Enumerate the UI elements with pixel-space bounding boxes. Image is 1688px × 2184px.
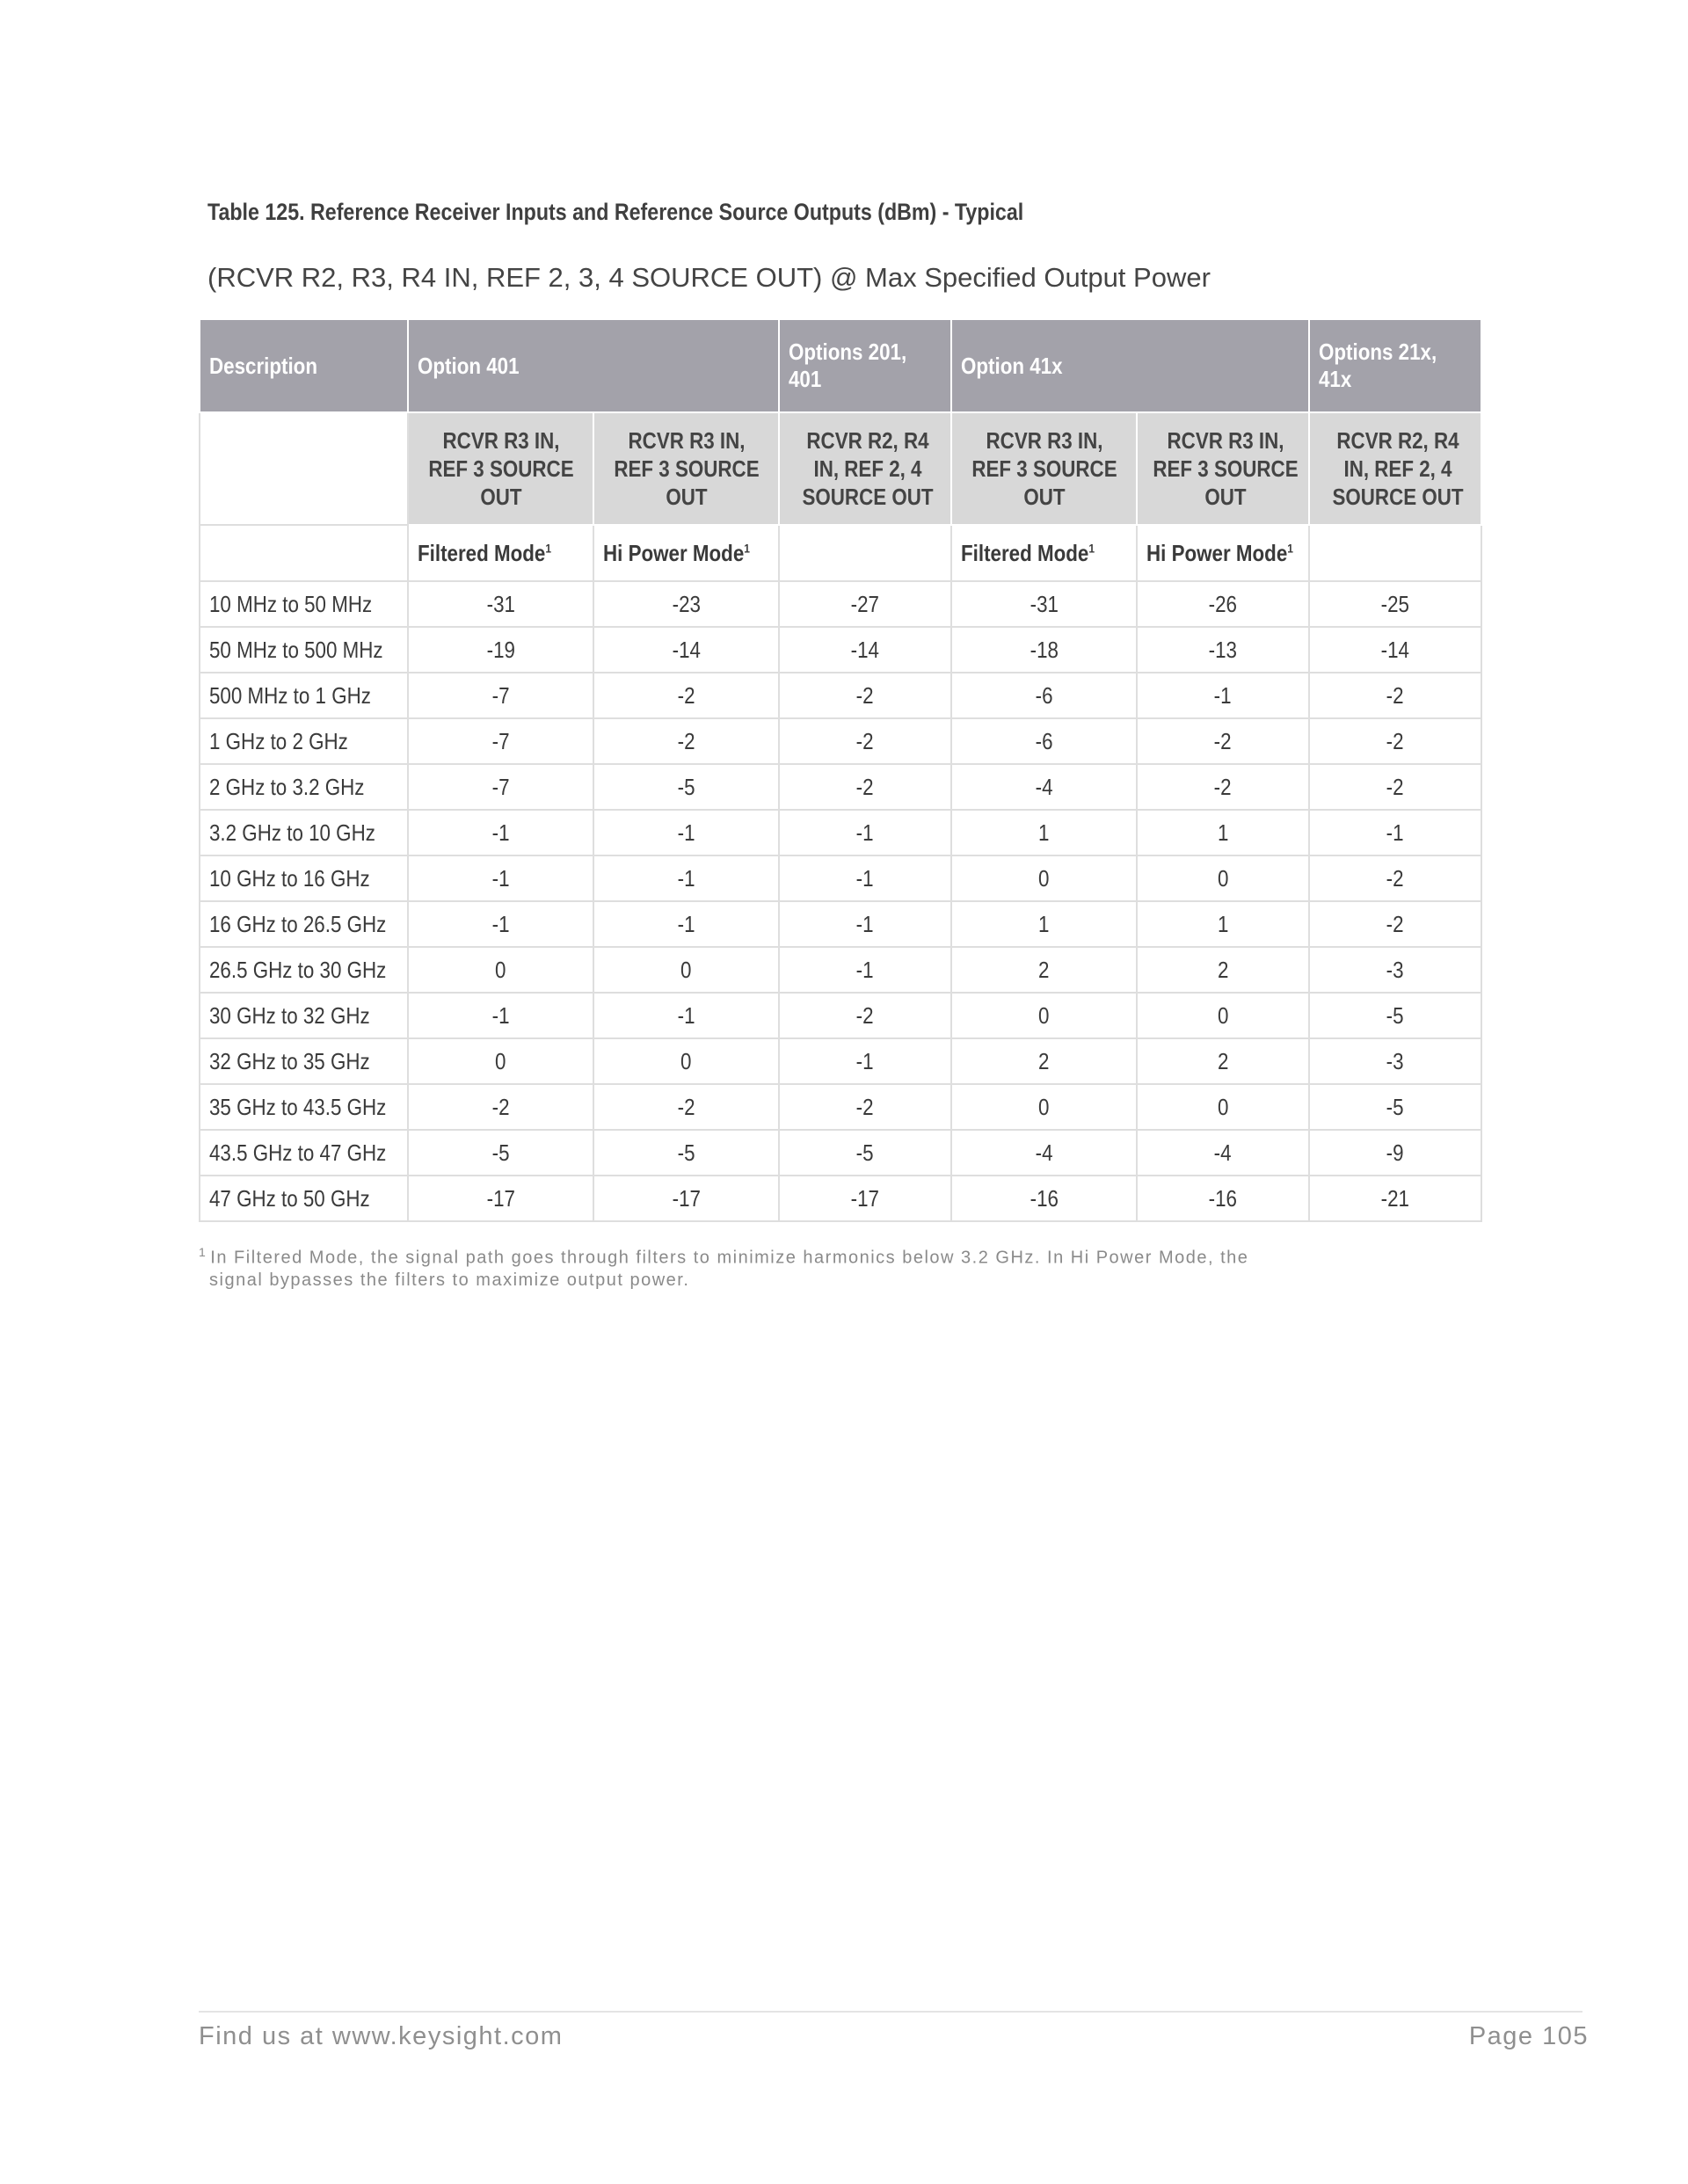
footer-divider <box>199 2011 1582 2013</box>
cell-value: -31 <box>408 581 593 627</box>
header-option-41x: Option 41x <box>951 319 1309 412</box>
group-header-row <box>200 319 1481 412</box>
cell-value: 0 <box>951 993 1137 1038</box>
table-subtitle: (RCVR R2, R3, R4 IN, REF 2, 3, 4 SOURCE OUT) @ Max Specified Output Power <box>207 262 1211 293</box>
row-description: 26.5 GHz to 30 GHz <box>200 947 408 993</box>
cell-value: -16 <box>951 1176 1137 1221</box>
footnote-line-2: signal bypasses the filters to maximize output power. <box>209 1270 690 1290</box>
row-description: 10 MHz to 50 MHz <box>200 581 408 627</box>
cell-value: -2 <box>593 718 779 764</box>
cell-value: -4 <box>951 764 1137 810</box>
row-description: 35 GHz to 43.5 GHz <box>200 1084 408 1130</box>
row-description: 32 GHz to 35 GHz <box>200 1038 408 1084</box>
row-description: 47 GHz to 50 GHz <box>200 1176 408 1221</box>
row-description: 10 GHz to 16 GHz <box>200 855 408 901</box>
cell-value: -1 <box>779 901 951 947</box>
cell-value: -1 <box>593 993 779 1038</box>
cell-value: -7 <box>408 764 593 810</box>
spec-table <box>199 318 1482 1222</box>
table-row <box>200 1084 1481 1130</box>
table-row <box>200 1176 1481 1221</box>
cell-value: 2 <box>1137 947 1309 993</box>
cell-value: -14 <box>1309 627 1481 673</box>
cell-value: -2 <box>593 1084 779 1130</box>
cell-value: -5 <box>779 1130 951 1176</box>
footnote-line-1: $^1$ In Filtered Mode, the signal path goes through filters to minimize harmonics below 3.2 GHz. In Hi Power Mode, the <box>199 1245 1249 1268</box>
footnote-mark: 1 <box>199 1245 207 1259</box>
cell-value: -1 <box>408 855 593 901</box>
cell-value: -2 <box>1137 718 1309 764</box>
cell-value: -1 <box>408 901 593 947</box>
cell-value: -17 <box>593 1176 779 1221</box>
cell-value: -17 <box>779 1176 951 1221</box>
cell-value: -23 <box>593 581 779 627</box>
cell-value: -1 <box>779 947 951 993</box>
port-header: RCVR R3 IN, REF 3 SOURCE OUT <box>408 412 593 525</box>
cell-value: -25 <box>1309 581 1481 627</box>
cell-value: -2 <box>1309 673 1481 718</box>
table-row <box>200 581 1481 627</box>
table-row <box>200 993 1481 1038</box>
cell-value: -2 <box>1309 718 1481 764</box>
cell-value: -13 <box>1137 627 1309 673</box>
mode-header-blank <box>1309 525 1481 581</box>
table-row <box>200 855 1481 901</box>
cell-value: 2 <box>951 947 1137 993</box>
cell-value: 0 <box>408 1038 593 1084</box>
port-header-blank <box>200 412 408 525</box>
cell-value: 1 <box>1137 810 1309 855</box>
table-row <box>200 947 1481 993</box>
port-header-row <box>200 412 1481 525</box>
port-header: RCVR R3 IN, REF 3 SOURCE OUT <box>1137 412 1309 525</box>
cell-value: -14 <box>779 627 951 673</box>
port-header: RCVR R3 IN, REF 3 SOURCE OUT <box>951 412 1137 525</box>
footer-website: Find us at www.keysight.com <box>199 2022 564 2050</box>
row-description: 43.5 GHz to 47 GHz <box>200 1130 408 1176</box>
footnote <box>199 1241 1368 1292</box>
table-row <box>200 1038 1481 1084</box>
row-description: 30 GHz to 32 GHz <box>200 993 408 1038</box>
cell-value: -9 <box>1309 1130 1481 1176</box>
cell-value: 0 <box>951 855 1137 901</box>
cell-value: 1 <box>951 810 1137 855</box>
cell-value: -16 <box>1137 1176 1309 1221</box>
cell-value: -2 <box>779 764 951 810</box>
page-number: Page 105 <box>1468 2022 1589 2050</box>
row-description: 1 GHz to 2 GHz <box>200 718 408 764</box>
cell-value: -5 <box>1309 1084 1481 1130</box>
cell-value: -2 <box>779 993 951 1038</box>
cell-value: -2 <box>1137 764 1309 810</box>
cell-value: -1 <box>779 1038 951 1084</box>
cell-value: -2 <box>1309 764 1481 810</box>
cell-value: -14 <box>593 627 779 673</box>
cell-value: 0 <box>951 1084 1137 1130</box>
table-row <box>200 627 1481 673</box>
cell-value: -5 <box>1309 993 1481 1038</box>
cell-value: -19 <box>408 627 593 673</box>
cell-value: -7 <box>408 718 593 764</box>
footnote-ref: 1 <box>1287 540 1293 555</box>
cell-value: -27 <box>779 581 951 627</box>
row-description: 3.2 GHz to 10 GHz <box>200 810 408 855</box>
mode-header-blank <box>200 525 408 581</box>
cell-value: 2 <box>1137 1038 1309 1084</box>
cell-value: -3 <box>1309 947 1481 993</box>
cell-value: 1 <box>1137 901 1309 947</box>
cell-value: -2 <box>593 673 779 718</box>
cell-value: 0 <box>593 947 779 993</box>
cell-value: 0 <box>593 1038 779 1084</box>
cell-value: -1 <box>593 810 779 855</box>
cell-value: -17 <box>408 1176 593 1221</box>
port-header: RCVR R2, R4 IN, REF 2, 4 SOURCE OUT <box>779 412 951 525</box>
footnote-ref: 1 <box>545 540 552 555</box>
cell-value: 1 <box>951 901 1137 947</box>
cell-value: -3 <box>1309 1038 1481 1084</box>
table-row <box>200 764 1481 810</box>
mode-header-row <box>200 525 1481 581</box>
cell-value: -26 <box>1137 581 1309 627</box>
cell-value: -1 <box>408 810 593 855</box>
header-option-401: Option 401 <box>408 319 779 412</box>
cell-value: -6 <box>951 673 1137 718</box>
mode-header-hi-power: Hi Power Mode$^1$ <box>1137 525 1309 581</box>
cell-value: -1 <box>593 855 779 901</box>
cell-value: -1 <box>408 993 593 1038</box>
cell-value: 0 <box>1137 993 1309 1038</box>
table-row <box>200 901 1481 947</box>
cell-value: -5 <box>408 1130 593 1176</box>
cell-value: -2 <box>1309 855 1481 901</box>
mode-header-filtered: Filtered Mode$^1$ <box>951 525 1137 581</box>
cell-value: -2 <box>408 1084 593 1130</box>
table-row <box>200 810 1481 855</box>
cell-value: -1 <box>1309 810 1481 855</box>
port-header: RCVR R2, R4 IN, REF 2, 4 SOURCE OUT <box>1309 412 1481 525</box>
cell-value: -18 <box>951 627 1137 673</box>
cell-value: 0 <box>1137 1084 1309 1130</box>
table-title: Table 125. Reference Receiver Inputs and Reference Source Outputs (dBm) - Typical <box>207 199 1024 225</box>
cell-value: -31 <box>951 581 1137 627</box>
cell-value: -1 <box>779 810 951 855</box>
row-description: 2 GHz to 3.2 GHz <box>200 764 408 810</box>
cell-value: -1 <box>1137 673 1309 718</box>
cell-value: -6 <box>951 718 1137 764</box>
cell-value: 0 <box>1137 855 1309 901</box>
mode-header-blank <box>779 525 951 581</box>
cell-value: -2 <box>779 1084 951 1130</box>
row-description: 50 MHz to 500 MHz <box>200 627 408 673</box>
cell-value: -2 <box>779 718 951 764</box>
cell-value: -5 <box>593 764 779 810</box>
footnote-ref: 1 <box>744 540 750 555</box>
cell-value: -7 <box>408 673 593 718</box>
cell-value: -21 <box>1309 1176 1481 1221</box>
table-row <box>200 673 1481 718</box>
cell-value: -1 <box>593 901 779 947</box>
mode-header-filtered: Filtered Mode$^1$ <box>408 525 593 581</box>
row-description: 16 GHz to 26.5 GHz <box>200 901 408 947</box>
cell-value: -4 <box>951 1130 1137 1176</box>
row-description: 500 MHz to 1 GHz <box>200 673 408 718</box>
cell-value: -5 <box>593 1130 779 1176</box>
table-row <box>200 1130 1481 1176</box>
table-row <box>200 718 1481 764</box>
header-description: Description <box>200 319 408 412</box>
header-options-21x-41x: Options 21x, 41x <box>1309 319 1481 412</box>
header-options-201-401: Options 201, 401 <box>779 319 951 412</box>
mode-header-hi-power: Hi Power Mode$^1$ <box>593 525 779 581</box>
port-header: RCVR R3 IN, REF 3 SOURCE OUT <box>593 412 779 525</box>
cell-value: -4 <box>1137 1130 1309 1176</box>
cell-value: -1 <box>779 855 951 901</box>
cell-value: -2 <box>779 673 951 718</box>
cell-value: 0 <box>408 947 593 993</box>
cell-value: -2 <box>1309 901 1481 947</box>
cell-value: 2 <box>951 1038 1137 1084</box>
footnote-ref: 1 <box>1088 540 1095 555</box>
